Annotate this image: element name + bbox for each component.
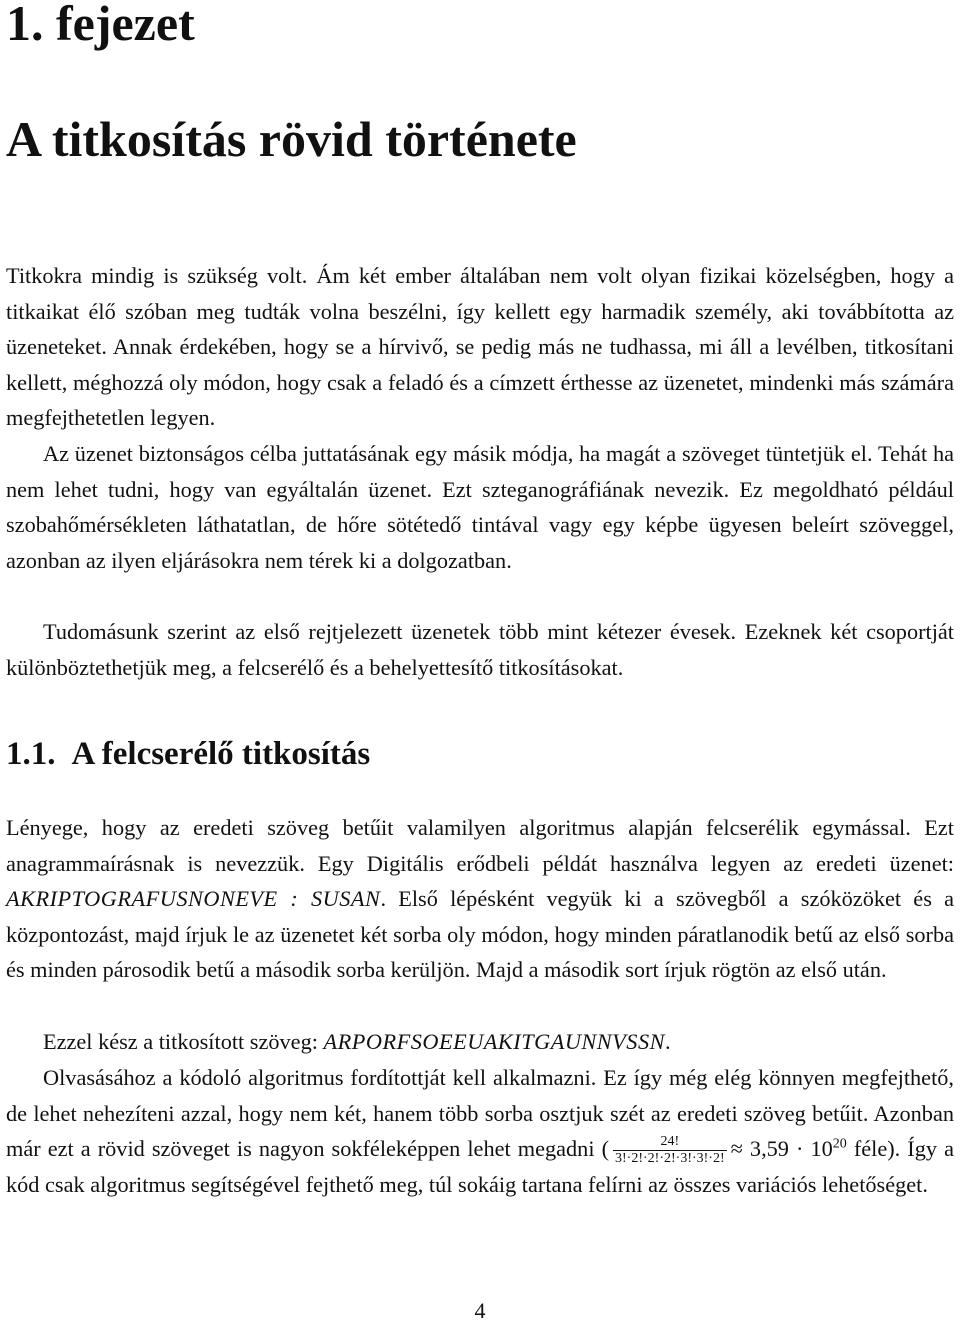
page-number: 4 xyxy=(474,1298,486,1323)
paragraph-ciphertext xyxy=(6,1024,954,1060)
chapter-title: A titkosítás rövid története xyxy=(6,111,577,167)
section-heading xyxy=(6,736,370,773)
section-number: 1.1. xyxy=(6,736,56,772)
section-title: A felcserélő titkosítás xyxy=(71,736,371,772)
paragraph-decoding-text-1: Olvasásához a kódoló algoritmus fordítottját kell alkalmazni. Ez így még elég könnyen megfejthető, de lehet nehezíteni azzal, hogy nem két, hanem több sorba osztjuk szét az eredeti szöveg betűit. Azonban már ezt a rövid szöveget is nagyon sokféleképpen lehet megadni ( xyxy=(6,1065,954,1161)
paragraph-ciphertext-text: Ezzel kész a titkosított szöveg: xyxy=(43,1029,318,1054)
chapter-number: 1. fejezet xyxy=(6,0,195,51)
paragraph-intro-text: Titkokra mindig is szükség volt. Ám két ember általában nem volt olyan fizikai közelségben, hogy a titkaikat élő szóban meg tudták volna beszélni, így kellett egy harmadik személy, aki továbbította az üzeneteket. Annak érdekében, hogy se a hírvivő, se pedig más ne tudhassa, mi áll a levélben, titkosítani kellett, méghozzá oly módon, hogy csak a feladó és a címzett érthesse az üzenetet, mindenki más számára megfejthetetlen legyen. xyxy=(6,263,954,430)
paragraph-history-text: Tudomásunk szerint az első rejtjelezett üzenetek több mint kétezer évesek. Ezeknek két csoportját különböztethetjük meg, a felcserélő és a behelyettesítő titkosításokat. xyxy=(6,619,954,680)
paragraph-intro xyxy=(6,258,954,436)
paragraph-transposition-text-1: Lényege, hogy az eredeti szöveg betűit valamilyen algoritmus alapján felcserélik egymással. Ezt anagrammaírásnak is nevezzük. Egy Digitális erődbeli példát használva legyen az eredeti üzenet: xyxy=(6,815,954,876)
fraction-numerator: 24! xyxy=(613,1134,727,1151)
paragraph-ciphertext-end: . xyxy=(664,1029,671,1054)
example-plaintext: AKRIPTOGRAFUSNONEVE : SUSAN xyxy=(6,886,381,911)
approx-value: ≈ 3,59 · 10 xyxy=(730,1136,833,1161)
paragraph-steganography xyxy=(6,436,954,578)
approx-exponent: 20 xyxy=(832,1136,847,1152)
example-ciphertext: ARPORFSOEEUAKITGAUNNVSSN xyxy=(323,1029,665,1054)
paragraph-steganography-text: Az üzenet biztonságos célba juttatásának egy másik módja, ha magát a szöveget tüntetjük el. Tehát ha nem lehet tudni, hogy van egyáltalán üzenet. Ezt szteganográfiának nevezik. Ez megoldható például szobahőmérsékleten láthatatlan, de hőre sötétedő tintával vagy egy képbe ügyesen beleírt szöveggel, azonban az ilyen eljárásokra nem térek ki a dolgozatban. xyxy=(6,441,954,573)
permutation-fraction xyxy=(613,1134,727,1167)
paragraph-transposition-text-2: . Első lépésként vegyük ki a szövegből a szóközöket és a központozást, majd írjuk le az üzenetet két sorba oly módon, hogy minden páratlanodik betű az első sorba és minden párosodik betű a második sorba kerüljön. Majd a második sort írjuk rögtön az első után. xyxy=(6,886,954,982)
paragraph-history xyxy=(6,614,954,685)
fraction-denominator: 3!·2!·2!·2!·3!·3!·2! xyxy=(615,1151,725,1167)
paragraph-transposition xyxy=(6,810,954,988)
paragraph-decoding-text-2: féle). Így a kód csak algoritmus segítségével fejthető meg, túl sokáig tartana felírni az összes variációs lehetőséget. xyxy=(6,1136,954,1198)
paragraph-decoding xyxy=(6,1060,954,1203)
